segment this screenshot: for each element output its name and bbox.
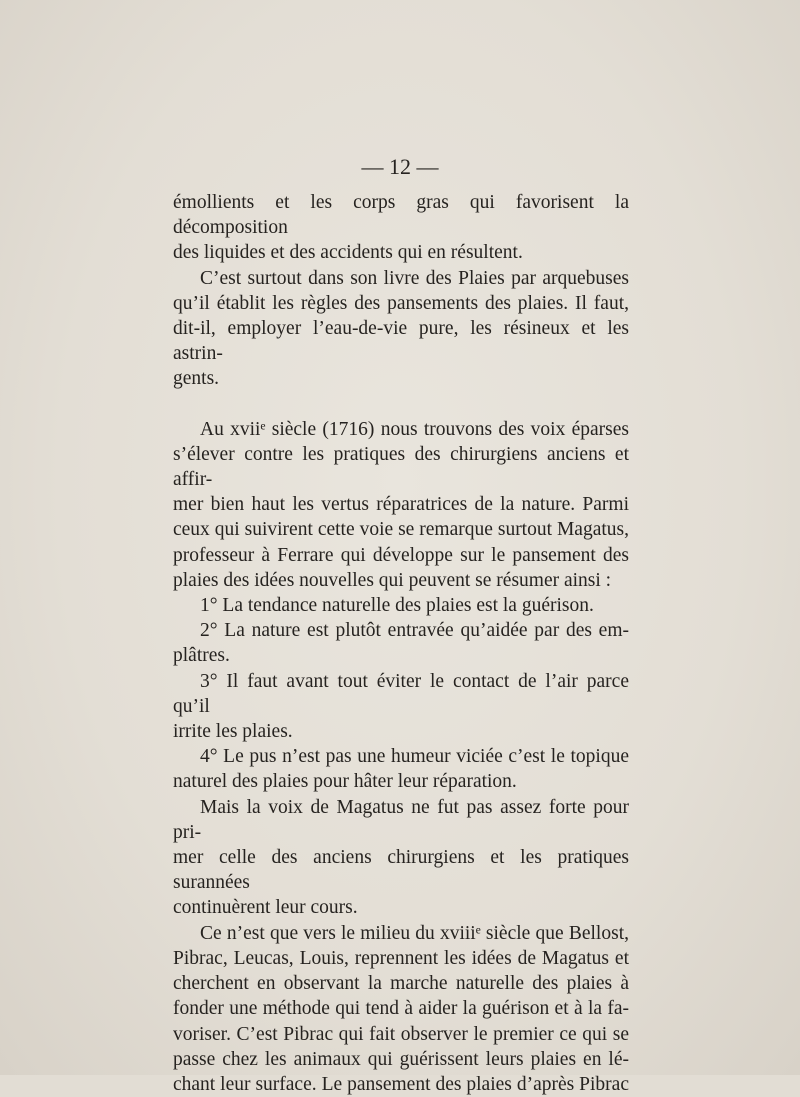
text-line: 2° La nature est plutôt entravée qu’aidée par des em- <box>200 620 629 642</box>
text-line: gents. <box>173 368 220 390</box>
text-line: 4° Le pus n’est pas une humeur viciée c’est le topique <box>200 746 629 768</box>
text-line: C’est surtout dans son livre des Plaies par arquebuses <box>200 267 629 289</box>
text-line: professeur à Ferrare qui développe sur le pansement des <box>173 544 629 566</box>
text-line: s’élever contre les pratiques des chirurgiens anciens et affir- <box>173 443 629 491</box>
text-line: plâtres. <box>173 645 230 667</box>
text-line: Au xviiᵉ siècle (1716) nous trouvons des voix éparses <box>200 418 629 440</box>
text-line: irrite les plaies. <box>173 721 293 743</box>
text-line: Pibrac, Leucas, Louis, reprennent les idées de Magatus et <box>173 947 629 969</box>
text-line: qu’il établit les règles des pansements des plaies. Il faut, <box>173 292 629 314</box>
text-line: plaies des idées nouvelles qui peuvent se résumer ainsi : <box>173 569 612 591</box>
text-line: passe chez les animaux qui guérissent leurs plaies en lé- <box>173 1048 629 1070</box>
text-line: des liquides et des accidents qui en résultent. <box>173 242 523 264</box>
text-line: continuèrent leur cours. <box>173 897 358 919</box>
text-line: voriser. C’est Pibrac qui fait observer le premier ce qui se <box>173 1023 629 1045</box>
text-line: Ce n’est que vers le milieu du xviiiᵉ siècle que Bellost, <box>200 922 629 944</box>
text-line: mer bien haut les vertus réparatrices de la nature. Parmi <box>173 494 629 516</box>
page-number: — 12 — <box>361 154 439 179</box>
text-line: fonder une méthode qui tend à aider la guérison et à la fa- <box>173 998 629 1020</box>
text-line: 1° La tendance naturelle des plaies est la guérison. <box>200 595 594 617</box>
text-line: 3° Il faut avant tout éviter le contact de l’air parce qu’il <box>173 670 629 717</box>
text-line: dit-il, employer l’eau-de-vie pure, les résineux et les astrin- <box>173 318 629 365</box>
text-line: cherchent en observant la marche naturelle des plaies à <box>173 973 629 995</box>
text-line: chant leur surface. Le pansement des plaies d’après Pibrac <box>173 1073 629 1095</box>
body-text <box>173 190 629 1097</box>
text-line: naturel des plaies pour hâter leur réparation. <box>173 771 517 793</box>
text-line: émollients et les corps gras qui favorisent la décomposition <box>173 192 629 239</box>
text-line: ceux qui suivirent cette voie se remarque surtout Magatus, <box>173 519 629 541</box>
text-line: mer celle des anciens chirurgiens et les pratiques surannées <box>173 847 629 894</box>
text-line: Mais la voix de Magatus ne fut pas assez forte pour pri- <box>173 796 629 843</box>
